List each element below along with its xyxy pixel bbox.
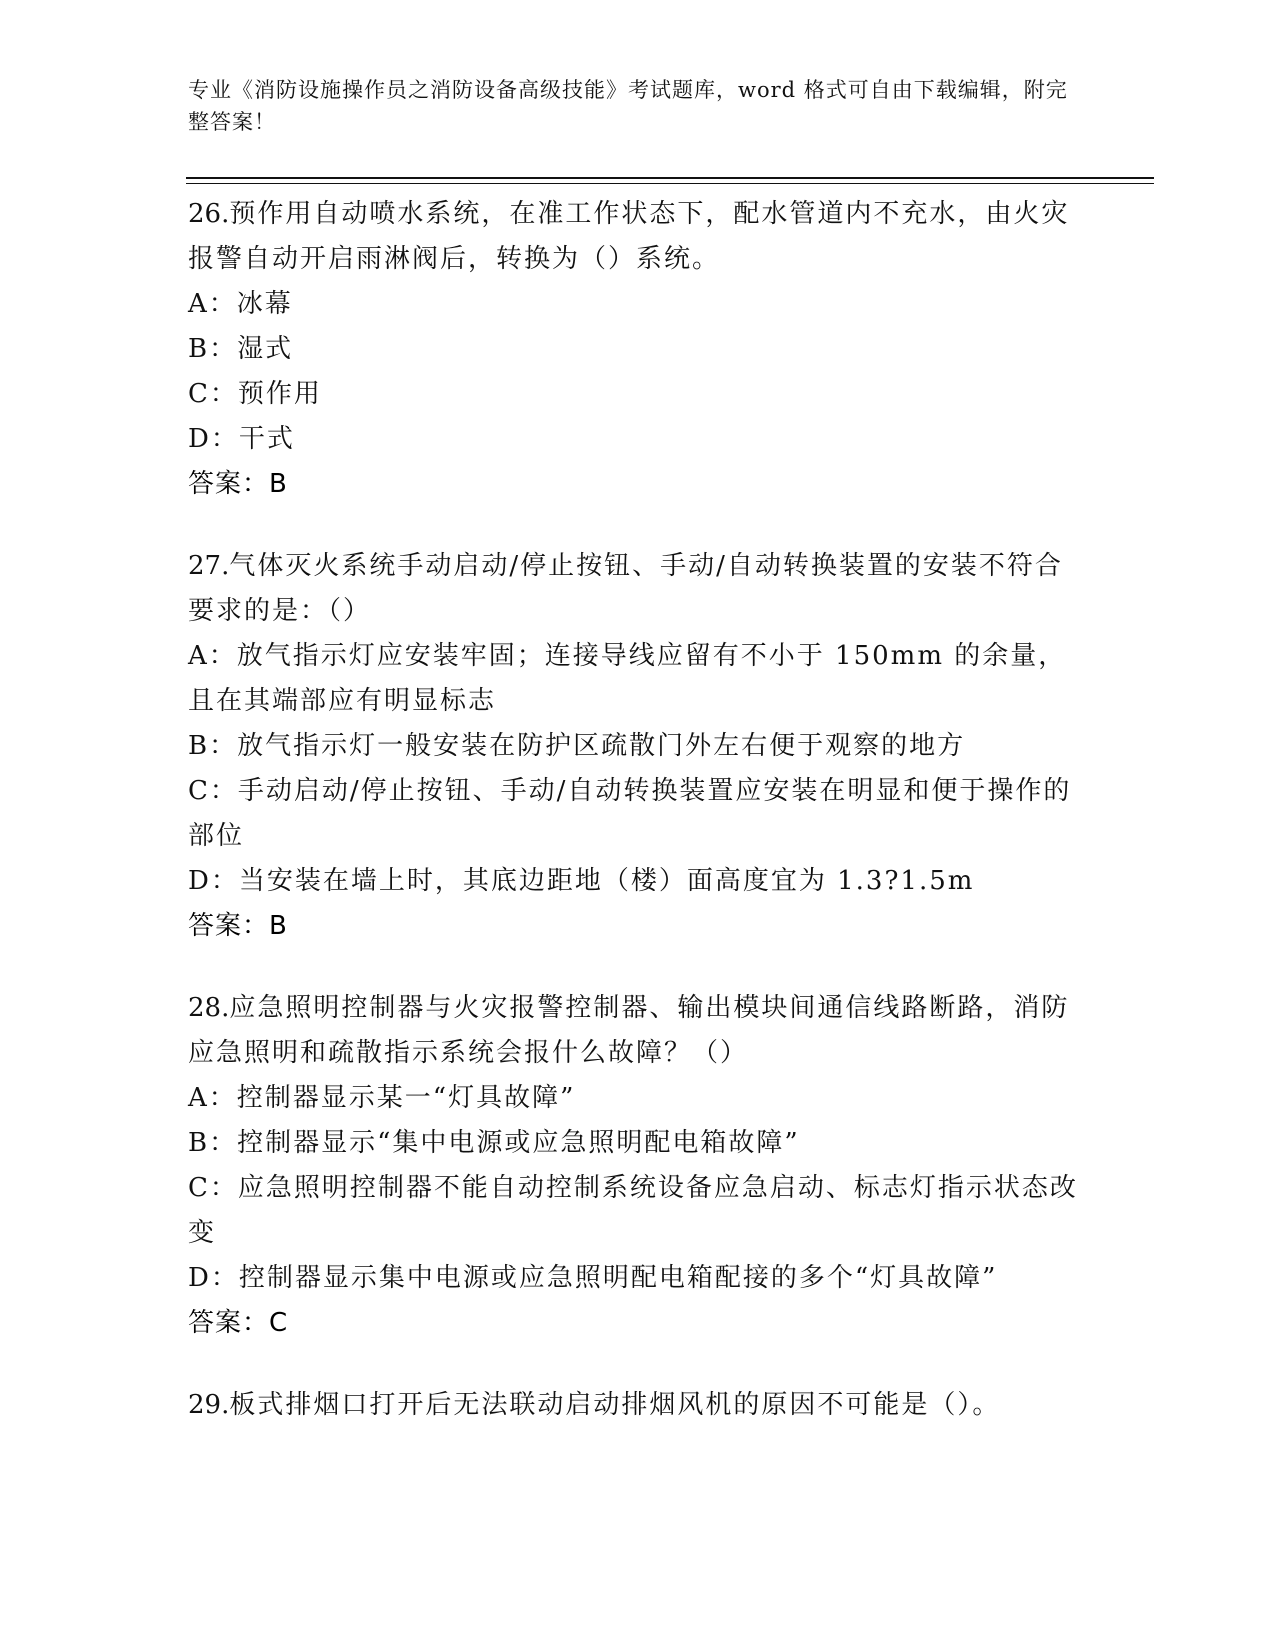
document-intro: 专业《消防设施操作员之消防设备高级技能》考试题库，word 格式可自由下载编辑，附完整答案！ — [188, 78, 1068, 134]
header-divider-thick — [186, 177, 1154, 179]
question-number: 26. — [188, 199, 230, 229]
question-number: 27. — [188, 551, 230, 581]
question-28 — [188, 986, 1088, 1346]
option-d: D：当安装在墙上时，其底边距地（楼）面高度宜为 1.3?1.5m — [188, 866, 975, 896]
question-stem — [188, 544, 1088, 634]
option-b: B：放气指示灯一般安装在防护区疏散门外左右便于观察的地方 — [188, 731, 966, 761]
answer-line: 答案：B — [188, 911, 288, 941]
question-text: 板式排烟口打开后无法联动启动排烟风机的原因不可能是（）。 — [229, 1390, 1001, 1420]
header-divider-thin — [186, 183, 1154, 184]
question-stem — [188, 192, 1088, 282]
option-c: C：手动启动/停止按钮、手动/自动转换装置应安装在明显和便于操作的部位 — [188, 776, 1072, 851]
option-a: A：冰幕 — [188, 289, 293, 319]
option-c: C：应急照明控制器不能自动控制系统设备应急启动、标志灯指示状态改变 — [188, 1173, 1078, 1248]
question-stem — [188, 986, 1088, 1076]
question-26 — [188, 192, 1088, 507]
option-a: A：控制器显示某一“灯具故障” — [188, 1083, 576, 1113]
question-list — [188, 192, 1088, 1465]
question-number: 29. — [188, 1390, 230, 1420]
question-number: 28. — [188, 993, 230, 1023]
answer-line: 答案：B — [188, 469, 288, 499]
question-29 — [188, 1383, 1088, 1428]
option-a: A：放气指示灯应安装牢固；连接导线应留有不小于 150mm 的余量，且在其端部应有明显标志 — [188, 641, 1067, 716]
option-c: C：预作用 — [188, 379, 322, 409]
question-text: 气体灭火系统手动启动/停止按钮、手动/自动转换装置的安装不符合要求的是：（） — [188, 551, 1063, 626]
question-stem — [188, 1383, 1088, 1428]
question-text: 预作用自动喷水系统，在准工作状态下，配水管道内不充水，由火灾报警自动开启雨淋阀后，转换为（）系统。 — [188, 199, 1070, 274]
option-b: B：控制器显示“集中电源或应急照明配电箱故障” — [188, 1128, 800, 1158]
option-d: D：干式 — [188, 424, 295, 454]
question-text: 应急照明控制器与火灾报警控制器、输出模块间通信线路断路，消防应急照明和疏散指示系统会报什么故障？（） — [188, 993, 1070, 1068]
option-d: D：控制器显示集中电源或应急照明配电箱配接的多个“灯具故障” — [188, 1263, 998, 1293]
option-b: B：湿式 — [188, 334, 294, 364]
answer-line: 答案：C — [188, 1308, 289, 1338]
question-27 — [188, 544, 1088, 949]
